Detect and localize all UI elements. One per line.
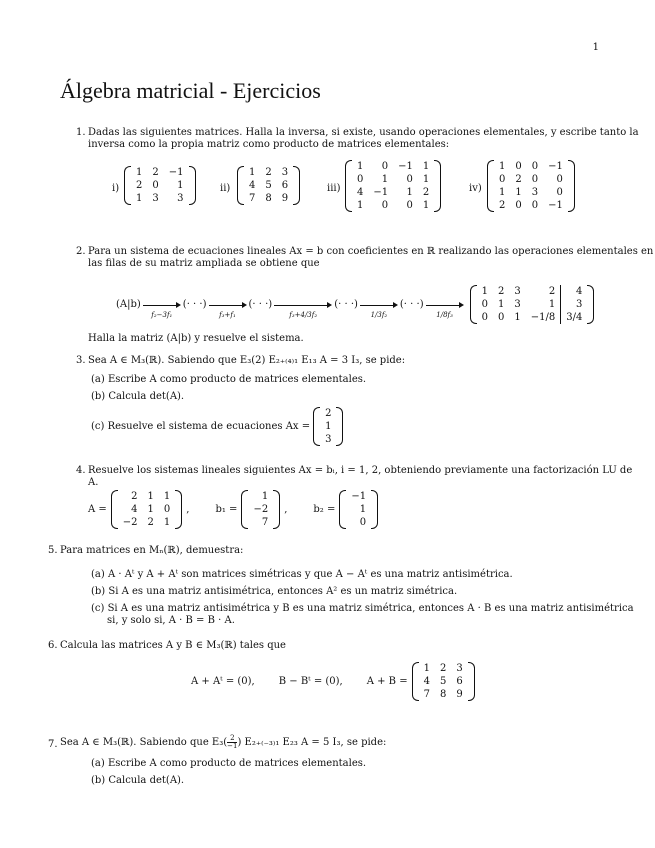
matrix-row — [248, 490, 273, 503]
ex2-footer: Halla la matriz (A|b) y resuelve el sistema. — [88, 333, 304, 344]
ex2-dots-4: (· · ·) — [399, 299, 424, 310]
page-number: 1 — [592, 42, 599, 53]
matrix-row — [244, 192, 293, 205]
matrix-cell: 1 — [325, 421, 332, 432]
matrix-row — [131, 192, 189, 205]
matrix-cell: 1 — [406, 187, 413, 198]
matrix-cell: 3 — [325, 434, 332, 445]
matrix-cell: 0 — [406, 200, 413, 211]
matrix-cell: 7 — [249, 193, 256, 204]
matrix-cell: 3 — [177, 193, 184, 204]
matrix-cell: 0 — [481, 312, 488, 323]
matrix-cell: 4 — [131, 504, 138, 515]
matrix-cell: 3 — [531, 187, 539, 198]
matrix-cell: 1 — [526, 298, 561, 311]
ex7-fraction: $\frac{2}{-1}$ — [227, 734, 238, 750]
matrix-cell: 3 — [281, 167, 289, 178]
matrix-cell: −1/8 — [526, 311, 561, 324]
matrix-cell: 0 — [556, 187, 563, 198]
matrix-cell: 2 — [515, 174, 522, 185]
matrix-row — [248, 503, 273, 516]
ex3-item-c-text: (c) Resuelve el sistema de ecuaciones Ax = — [91, 421, 311, 432]
matrix-cell: 6 — [281, 180, 289, 191]
matrix-cell: 1 — [163, 491, 171, 502]
matrix-cell: 1 — [497, 299, 505, 310]
matrix-row — [118, 503, 176, 516]
matrix-row — [352, 160, 434, 173]
matrix-cell: 6 — [456, 676, 463, 687]
matrix-cell: 1 — [163, 517, 171, 528]
ex4-text-line2: A. — [88, 477, 99, 488]
matrix-cell: 3 — [514, 299, 521, 310]
ex7-intro-post: ) E₂₊₍₋₃₎₁ E₂₃ A = 5 I₃, se pide: — [237, 737, 387, 748]
matrix-cell: 0 — [481, 299, 488, 310]
ex4-number: 4. — [76, 465, 86, 476]
matrix-cell: 0 — [381, 161, 389, 172]
matrix-row — [320, 433, 336, 446]
ex2-dots-2: (· · ·) — [248, 299, 273, 310]
matrix-cell: 0 — [499, 174, 506, 185]
matrix-row — [419, 688, 468, 701]
ex7-intro — [60, 735, 386, 750]
matrix-row — [419, 675, 468, 688]
matrix-row — [244, 179, 293, 192]
matrix-cell: 1 — [422, 200, 430, 211]
matrix-row — [346, 503, 371, 516]
matrix-cell: 0 — [357, 174, 364, 185]
matrix-cell: 0 — [515, 200, 522, 211]
page-title: Álgebra matricial - Ejercicios — [60, 78, 321, 103]
ex5-item-b: (b) Si A es una matriz antisimétrica, entonces A² es un matriz simétrica. — [91, 586, 458, 597]
matrix-cell: 1 — [249, 167, 256, 178]
matrix-row — [248, 516, 273, 529]
matrix-row — [118, 490, 176, 503]
ex1-matrix-iv — [487, 160, 575, 212]
ex2-final-matrix — [470, 285, 595, 324]
ex2-arrow-5: 1/8f₃ — [426, 299, 464, 311]
matrix-cell: 3 — [152, 193, 159, 204]
matrix-row — [477, 285, 588, 298]
ex2-start-matrix: (A|b) — [116, 299, 141, 310]
ex2-number: 2. — [76, 246, 86, 257]
ex3-item-b: (b) Calcula det(A). — [91, 391, 185, 402]
matrix-row — [477, 311, 588, 324]
matrix-cell: 1 — [147, 504, 154, 515]
ex2-row-operations — [116, 285, 594, 324]
matrix-cell: 4 — [423, 676, 430, 687]
matrix-cell: 2 — [499, 200, 506, 211]
ex1-label-ii: ii) — [220, 183, 231, 194]
matrix-row — [494, 173, 568, 186]
ex5-item-c-line1: (c) Si A es una matriz antisimétrica y B es una matriz simétrica, entonces A · B es una matriz antisimétrica — [91, 603, 634, 614]
matrix-cell: 1 — [423, 663, 430, 674]
ex3-intro: Sea A ∈ M₃(ℝ). Sabiendo que E₃(2) E₂₊₍₄₎₁ E₁₃ A = 3 I₃, se pide: — [88, 355, 406, 366]
ex3-item-c — [91, 407, 343, 446]
ex3-vector — [313, 407, 343, 446]
matrix-row — [352, 186, 434, 199]
ex1-number: 1. — [76, 127, 86, 138]
matrix-cell: 0 — [381, 200, 389, 211]
ex4-A-label: A = — [88, 504, 107, 515]
matrix-cell: 1 — [381, 174, 389, 185]
matrix-cell: 1 — [359, 504, 367, 515]
matrix-cell: 9 — [456, 689, 463, 700]
matrix-row — [419, 662, 468, 675]
matrix-cell: 0 — [531, 200, 539, 211]
ex2-dots-3: (· · ·) — [334, 299, 358, 310]
ex1-label-iv: iv) — [469, 183, 482, 194]
matrix-row — [352, 199, 434, 212]
matrix-cell: 1 — [357, 200, 364, 211]
matrix-cell: 1 — [499, 187, 506, 198]
ex6-eq3: A + B = — [366, 676, 408, 687]
ex6-eq2: B − Bᵗ = (0), — [278, 676, 343, 687]
matrix-row — [131, 179, 189, 192]
matrix-row — [320, 420, 336, 433]
matrix-cell: 2 — [136, 180, 143, 191]
matrix-cell: 0 — [556, 174, 563, 185]
matrix-row — [244, 166, 293, 179]
ex1-label-iii: iii) — [327, 183, 341, 194]
matrix-cell: 5 — [439, 676, 447, 687]
matrix-cell: 2 — [152, 167, 159, 178]
matrix-cell: −1 — [351, 491, 367, 502]
ex3-item-a: (a) Escribe A como producto de matrices elementales. — [91, 374, 367, 385]
matrix-cell: 2 — [265, 167, 272, 178]
matrix-cell: −2 — [122, 517, 138, 528]
matrix-cell: 0 — [515, 161, 522, 172]
ex2-arrow-2: f₃+f₁ — [209, 299, 247, 311]
matrix-cell: 0 — [406, 174, 413, 185]
matrix-cell: 2 — [131, 491, 138, 502]
matrix-cell: 3/4 — [566, 312, 583, 323]
ex1-text-line2: inversa como la propia matriz como producto de matrices elementales: — [88, 139, 450, 150]
matrix-cell: 0 — [531, 161, 539, 172]
ex6-matrix — [412, 662, 475, 701]
ex5-intro: Para matrices en Mₙ(ℝ), demuestra: — [60, 545, 244, 556]
matrix-cell: 2 — [439, 663, 447, 674]
ex2-text-line2: las filas de su matriz ampliada se obtiene que — [88, 258, 320, 269]
matrix-cell: 9 — [281, 193, 289, 204]
ex4-text-line1: Resuelve los sistemas lineales siguientes Ax = bᵢ, i = 1, 2, obteniendo previamente una factorización LU de — [88, 465, 633, 476]
ex1-text-line1: Dadas las siguientes matrices. Halla la inversa, si existe, usando operaciones elementales, y escribe tanto la — [88, 127, 639, 138]
matrix-cell: 1 — [514, 312, 521, 323]
matrix-cell: 1 — [422, 161, 430, 172]
matrix-cell: −1 — [548, 161, 563, 172]
ex6-intro: Calcula las matrices A y B ∈ M₃(ℝ) tales que — [60, 640, 286, 651]
matrix-cell: 4 — [357, 187, 364, 198]
ex1-matrix-iii — [345, 160, 441, 212]
matrix-row — [352, 173, 434, 186]
matrix-cell: 7 — [261, 517, 269, 528]
matrix-cell: 1 — [481, 286, 488, 297]
ex2-dots-1: (· · ·) — [182, 299, 207, 310]
ex4-matrix-A — [111, 490, 183, 529]
ex1-matrix-i — [124, 166, 196, 205]
ex7-item-b: (b) Calcula det(A). — [91, 775, 185, 786]
ex4-system: A = 2 1 1 4 1 0 −2 2 1 , b₁ = 1 −2 7 , b₂ = −1 1 0 — [88, 490, 378, 529]
matrix-cell: −2 — [253, 504, 269, 515]
matrix-cell: 8 — [439, 689, 447, 700]
matrix-cell: 1 — [136, 193, 143, 204]
ex1-label-i: i) — [112, 183, 120, 194]
ex4-b2-label: b₂ = — [313, 504, 336, 515]
ex2-arrow-4: 1/3f₂ — [360, 299, 398, 311]
matrix-cell: 0 — [359, 517, 367, 528]
ex3-number: 3. — [76, 355, 86, 366]
matrix-cell: 1 — [422, 174, 430, 185]
matrix-cell: 5 — [265, 180, 272, 191]
matrix-row — [477, 298, 588, 311]
ex2-arrow-3: f₃+4/3f₂ — [274, 299, 332, 311]
ex1-matrix-ii — [237, 166, 300, 205]
matrix-cell: 0 — [531, 174, 539, 185]
ex5-item-c-line2: si, y solo si, A · B = B · A. — [107, 615, 235, 626]
matrix-cell: 8 — [265, 193, 272, 204]
matrix-row — [494, 160, 568, 173]
ex6-number: 6. — [48, 640, 58, 651]
matrix-cell: 2 — [497, 286, 505, 297]
matrix-row — [494, 199, 568, 212]
ex5-number: 5. — [48, 545, 58, 556]
matrix-cell: 4 — [575, 286, 583, 297]
ex7-number: 7. — [48, 739, 58, 750]
matrix-cell: 1 — [261, 491, 269, 502]
matrix-cell: 3 — [456, 663, 463, 674]
matrix-cell: −1 — [373, 187, 389, 198]
ex7-item-a: (a) Escribe A como producto de matrices elementales. — [91, 758, 367, 769]
matrix-row — [118, 516, 176, 529]
matrix-cell: −1 — [548, 200, 563, 211]
matrix-cell: 2 — [147, 517, 154, 528]
matrix-cell: 1 — [147, 491, 154, 502]
matrix-cell: −1 — [398, 161, 413, 172]
ex6-eq1: A + Aᵗ = (0), — [191, 676, 255, 687]
matrix-cell: −1 — [168, 167, 184, 178]
matrix-cell: 7 — [423, 689, 430, 700]
matrix-cell: 3 — [575, 299, 583, 310]
matrix-cell: 0 — [497, 312, 505, 323]
matrix-cell: 4 — [249, 180, 256, 191]
matrix-cell: 2 — [325, 408, 332, 419]
matrix-cell: 2 — [422, 187, 430, 198]
matrix-row — [346, 516, 371, 529]
ex4-vector-b2 — [339, 490, 378, 529]
matrix-cell: 2 — [526, 285, 561, 298]
matrix-row — [320, 407, 336, 420]
ex2-arrow-1: f₂−3f₁ — [143, 299, 181, 311]
matrix-cell: 1 — [136, 167, 143, 178]
ex4-b1-label: b₁ = — [215, 504, 238, 515]
ex4-vector-b1 — [241, 490, 280, 529]
matrix-cell: 1 — [357, 161, 364, 172]
matrix-cell: 1 — [515, 187, 522, 198]
ex6-equations — [191, 662, 475, 701]
matrix-cell: 3 — [514, 286, 521, 297]
matrix-row — [131, 166, 189, 179]
matrix-cell: 1 — [177, 180, 184, 191]
ex5-item-a: (a) A · Aᵗ y A + Aᵗ son matrices simétricas y que A − Aᵗ es una matriz antisimétrica. — [91, 569, 513, 580]
matrix-row — [494, 186, 568, 199]
ex2-text-line1: Para un sistema de ecuaciones lineales Ax = b con coeficientes en ℝ realizando las operaciones elementales en — [88, 246, 654, 257]
matrix-cell: 1 — [499, 161, 506, 172]
matrix-cell: 0 — [163, 504, 171, 515]
matrix-row — [346, 490, 371, 503]
ex7-intro-pre: Sea A ∈ M₃(ℝ). Sabiendo que E₃( — [60, 737, 228, 748]
matrix-cell: 0 — [152, 180, 159, 191]
